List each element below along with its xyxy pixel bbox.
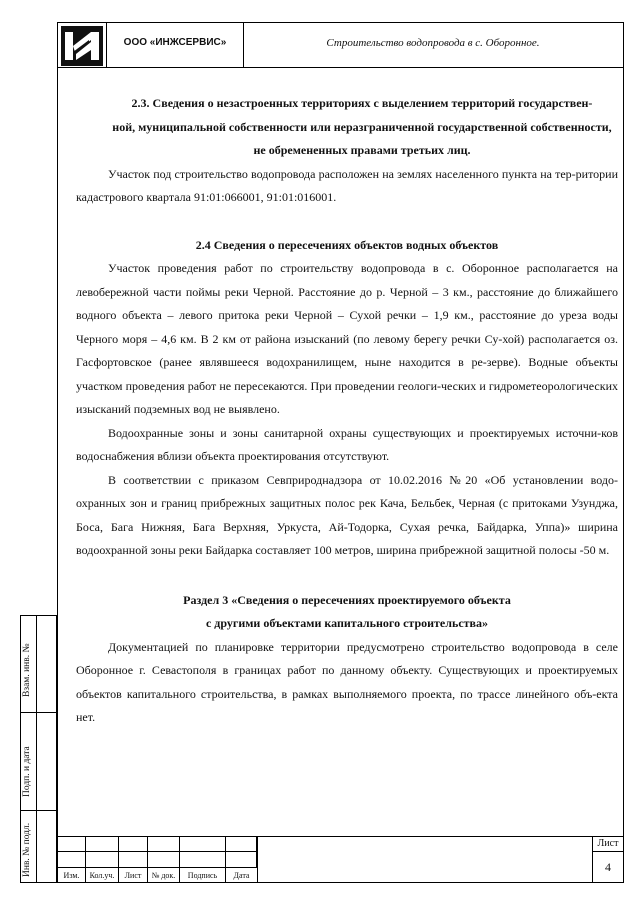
header-divider	[243, 22, 244, 68]
title-line: ной, муниципальной собственности или неразграниченной государственной собственности,	[112, 119, 612, 134]
paragraph: Водоохранные зоны и зоны санитарной охраны существующих и проектируемых источни-ков водоснабжения вблизи объекта проектирования отсутствуют.	[76, 425, 618, 463]
sheet-number: 4	[605, 860, 611, 874]
header-divider	[106, 22, 107, 68]
stamp-izm: Изм.	[63, 871, 80, 880]
sheet-label: Лист	[597, 838, 619, 849]
stamp-podp: Подпись	[187, 871, 218, 880]
paragraph: Участок под строительство водопровода расположен на землях населенного пункта на тер-ритории кадастрового квартала 91:01:066001, 91:01:016001.	[76, 166, 618, 204]
stamp-data: Дата	[233, 871, 250, 880]
stamp-main-cell	[257, 836, 593, 883]
title-line: с другими объектами капитального строительства»	[205, 616, 489, 630]
company-name: ООО «ИНЖСЕРВИС»	[123, 37, 227, 48]
section-2-3-title	[76, 92, 618, 163]
title-block	[57, 836, 624, 883]
section-3-title	[76, 589, 618, 636]
stamp-ndok: № док.	[151, 871, 176, 880]
strip-label-vzam: Взам. инв. №	[22, 643, 32, 697]
paragraph: Документацией по планировке территории предусмотрено строительство водопровода в селе Оборонное г. Севастополя в границах работ по данному объекту. Существующих и проектируемых объектов капитального строительства, в рамках выполняемого проекта, по трассе линейного объ-екта нет.	[76, 639, 618, 724]
title-line: не обремененных правами третьих лиц.	[253, 143, 471, 157]
section-2-4-title: 2.4 Сведения о пересечениях объектов водных объектов	[195, 237, 499, 252]
strip-label-inv: Инв. № подл.	[22, 822, 32, 877]
paragraph: В соответствии с приказом Севприроднадзора от 10.02.2016 №20 «Об установлении водо-охранных зон и границ прибрежных защитных полос рек Кача, Бельбек, Черная (с притоками Узунджа, Боса, Бага Нижняя, Бага Верхняя, Уркуста, Ай-Тодорка, Сухая речка, Байдарка, Уппа)» ширина водоохранной зоны реки Байдарка составляет 100 метров, ширина прибрежной защитной полосы -50 м.	[76, 472, 618, 557]
strip-divider	[36, 615, 37, 883]
strip-label-podp: Подп. и дата	[22, 746, 32, 797]
stamp-list: Лист	[124, 871, 142, 880]
title-line: Раздел 3 «Сведения о пересечениях проектируемого объекта	[183, 592, 511, 607]
project-title: Строительство водопровода в с. Оборонное.	[326, 37, 540, 49]
left-strip	[20, 615, 57, 883]
title-line: 2.3. Сведения о незастроенных территориях с выделением территорий государствен-	[131, 96, 593, 110]
paragraph: Участок проведения работ по строительству водопровода в с. Оборонное располагается на левобережной части поймы реки Черной. Расстояние до р. Черной – 3 км., расстояние до ближайшего водного объекта – левого притока реки Черной – Сухой речки – 1,9 км., расстояние до уреза воды Черного моря – 4,6 км. В 2 км от района изысканий (по левому берегу речки Су-хой) располагается оз. Гасфортовское (ранее являвшееся водохранилищем, ныне находится в ре-зерве). Водные объекты участком проведения работ не пересекаются. При проведении геологи-ческих и гидрометеорологических изысканий подземных вод не выявлено.	[76, 261, 618, 416]
stamp-kol: Кол.уч.	[89, 871, 115, 880]
document-body	[76, 92, 618, 730]
company-logo-icon	[61, 26, 103, 66]
